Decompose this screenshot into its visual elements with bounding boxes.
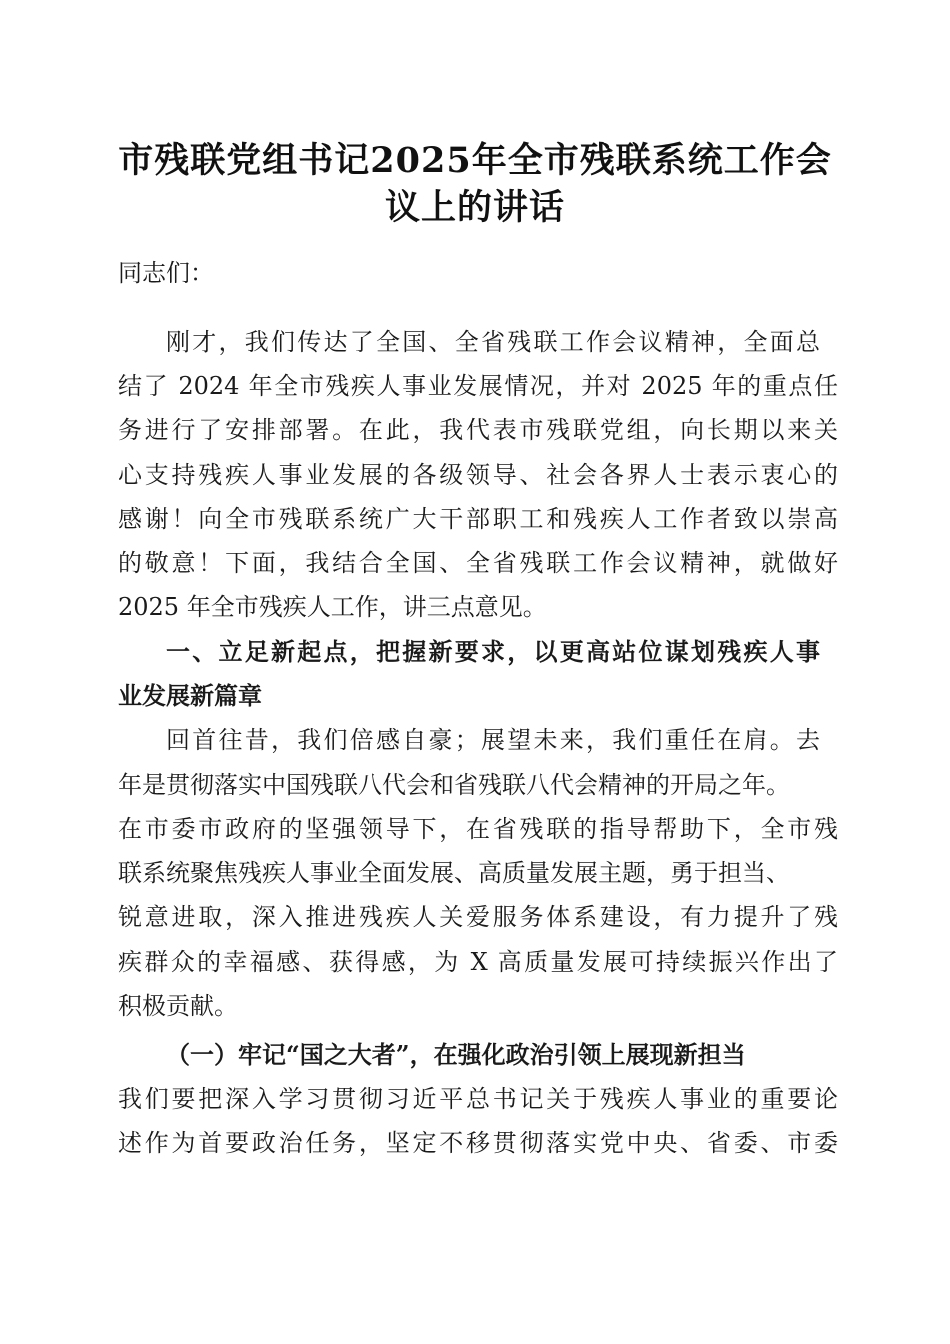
paragraph-2-line-2: 年是贯彻落实中国残联八代会和省残联八代会精神的开局之年。	[118, 771, 790, 799]
section-heading-line-1: 一、立足新起点，把握新要求，以更高站位谋划残疾人事	[166, 638, 820, 666]
paragraph-2-line-3: 在市委市政府的坚强领导下，在省残联的指导帮助下，全市残	[118, 815, 838, 843]
document-title-line-2: 议上的讲话	[384, 187, 565, 228]
paragraph-1-line-3: 务进行了安排部署。在此，我代表市残联党组，向长期以来关	[118, 416, 838, 444]
paragraph-1-line-5: 感谢！向全市残联系统广大干部职工和残疾人工作者致以崇高	[118, 505, 838, 533]
salutation: 同志们：	[118, 259, 214, 287]
paragraph-2-line-4: 联系统聚焦残疾人事业全面发展、高质量发展主题，勇于担当、	[118, 859, 790, 887]
document-title-line-1: 市残联党组书记2025年全市残联系统工作会	[118, 140, 832, 181]
paragraph-1-line-1: 刚才，我们传达了全国、全省残联工作会议精神，全面总	[166, 328, 820, 356]
paragraph-1-line-7: 2025 年全市残疾人工作，讲三点意见。	[118, 593, 547, 621]
paragraph-1-line-6: 的敬意！下面，我结合全国、全省残联工作会议精神，就做好	[118, 549, 838, 577]
paragraph-2-line-5: 锐意进取，深入推进残疾人关爱服务体系建设，有力提升了残	[118, 903, 838, 931]
subsection-heading: （一）牢记“国之大者”，在强化政治引领上展现新担当	[166, 1040, 746, 1069]
paragraph-3-line-1: 我们要把深入学习贯彻习近平总书记关于残疾人事业的重要论	[118, 1085, 838, 1113]
paragraph-1-line-4: 心支持残疾人事业发展的各级领导、社会各界人士表示衷心的	[118, 461, 838, 489]
paragraph-2-line-7: 积极贡献。	[118, 992, 238, 1020]
paragraph-2-line-6: 疾群众的幸福感、获得感，为 X 高质量发展可持续振兴作出了	[118, 948, 838, 976]
paragraph-2-line-1: 回首往昔，我们倍感自豪；展望未来，我们重任在肩。去	[166, 726, 820, 754]
section-heading-line-2: 业发展新篇章	[118, 682, 262, 710]
paragraph-3-line-2: 述作为首要政治任务，坚定不移贯彻落实党中央、省委、市委	[118, 1129, 838, 1157]
paragraph-1-line-2: 结了 2024 年全市残疾人事业发展情况，并对 2025 年的重点任	[118, 372, 838, 400]
